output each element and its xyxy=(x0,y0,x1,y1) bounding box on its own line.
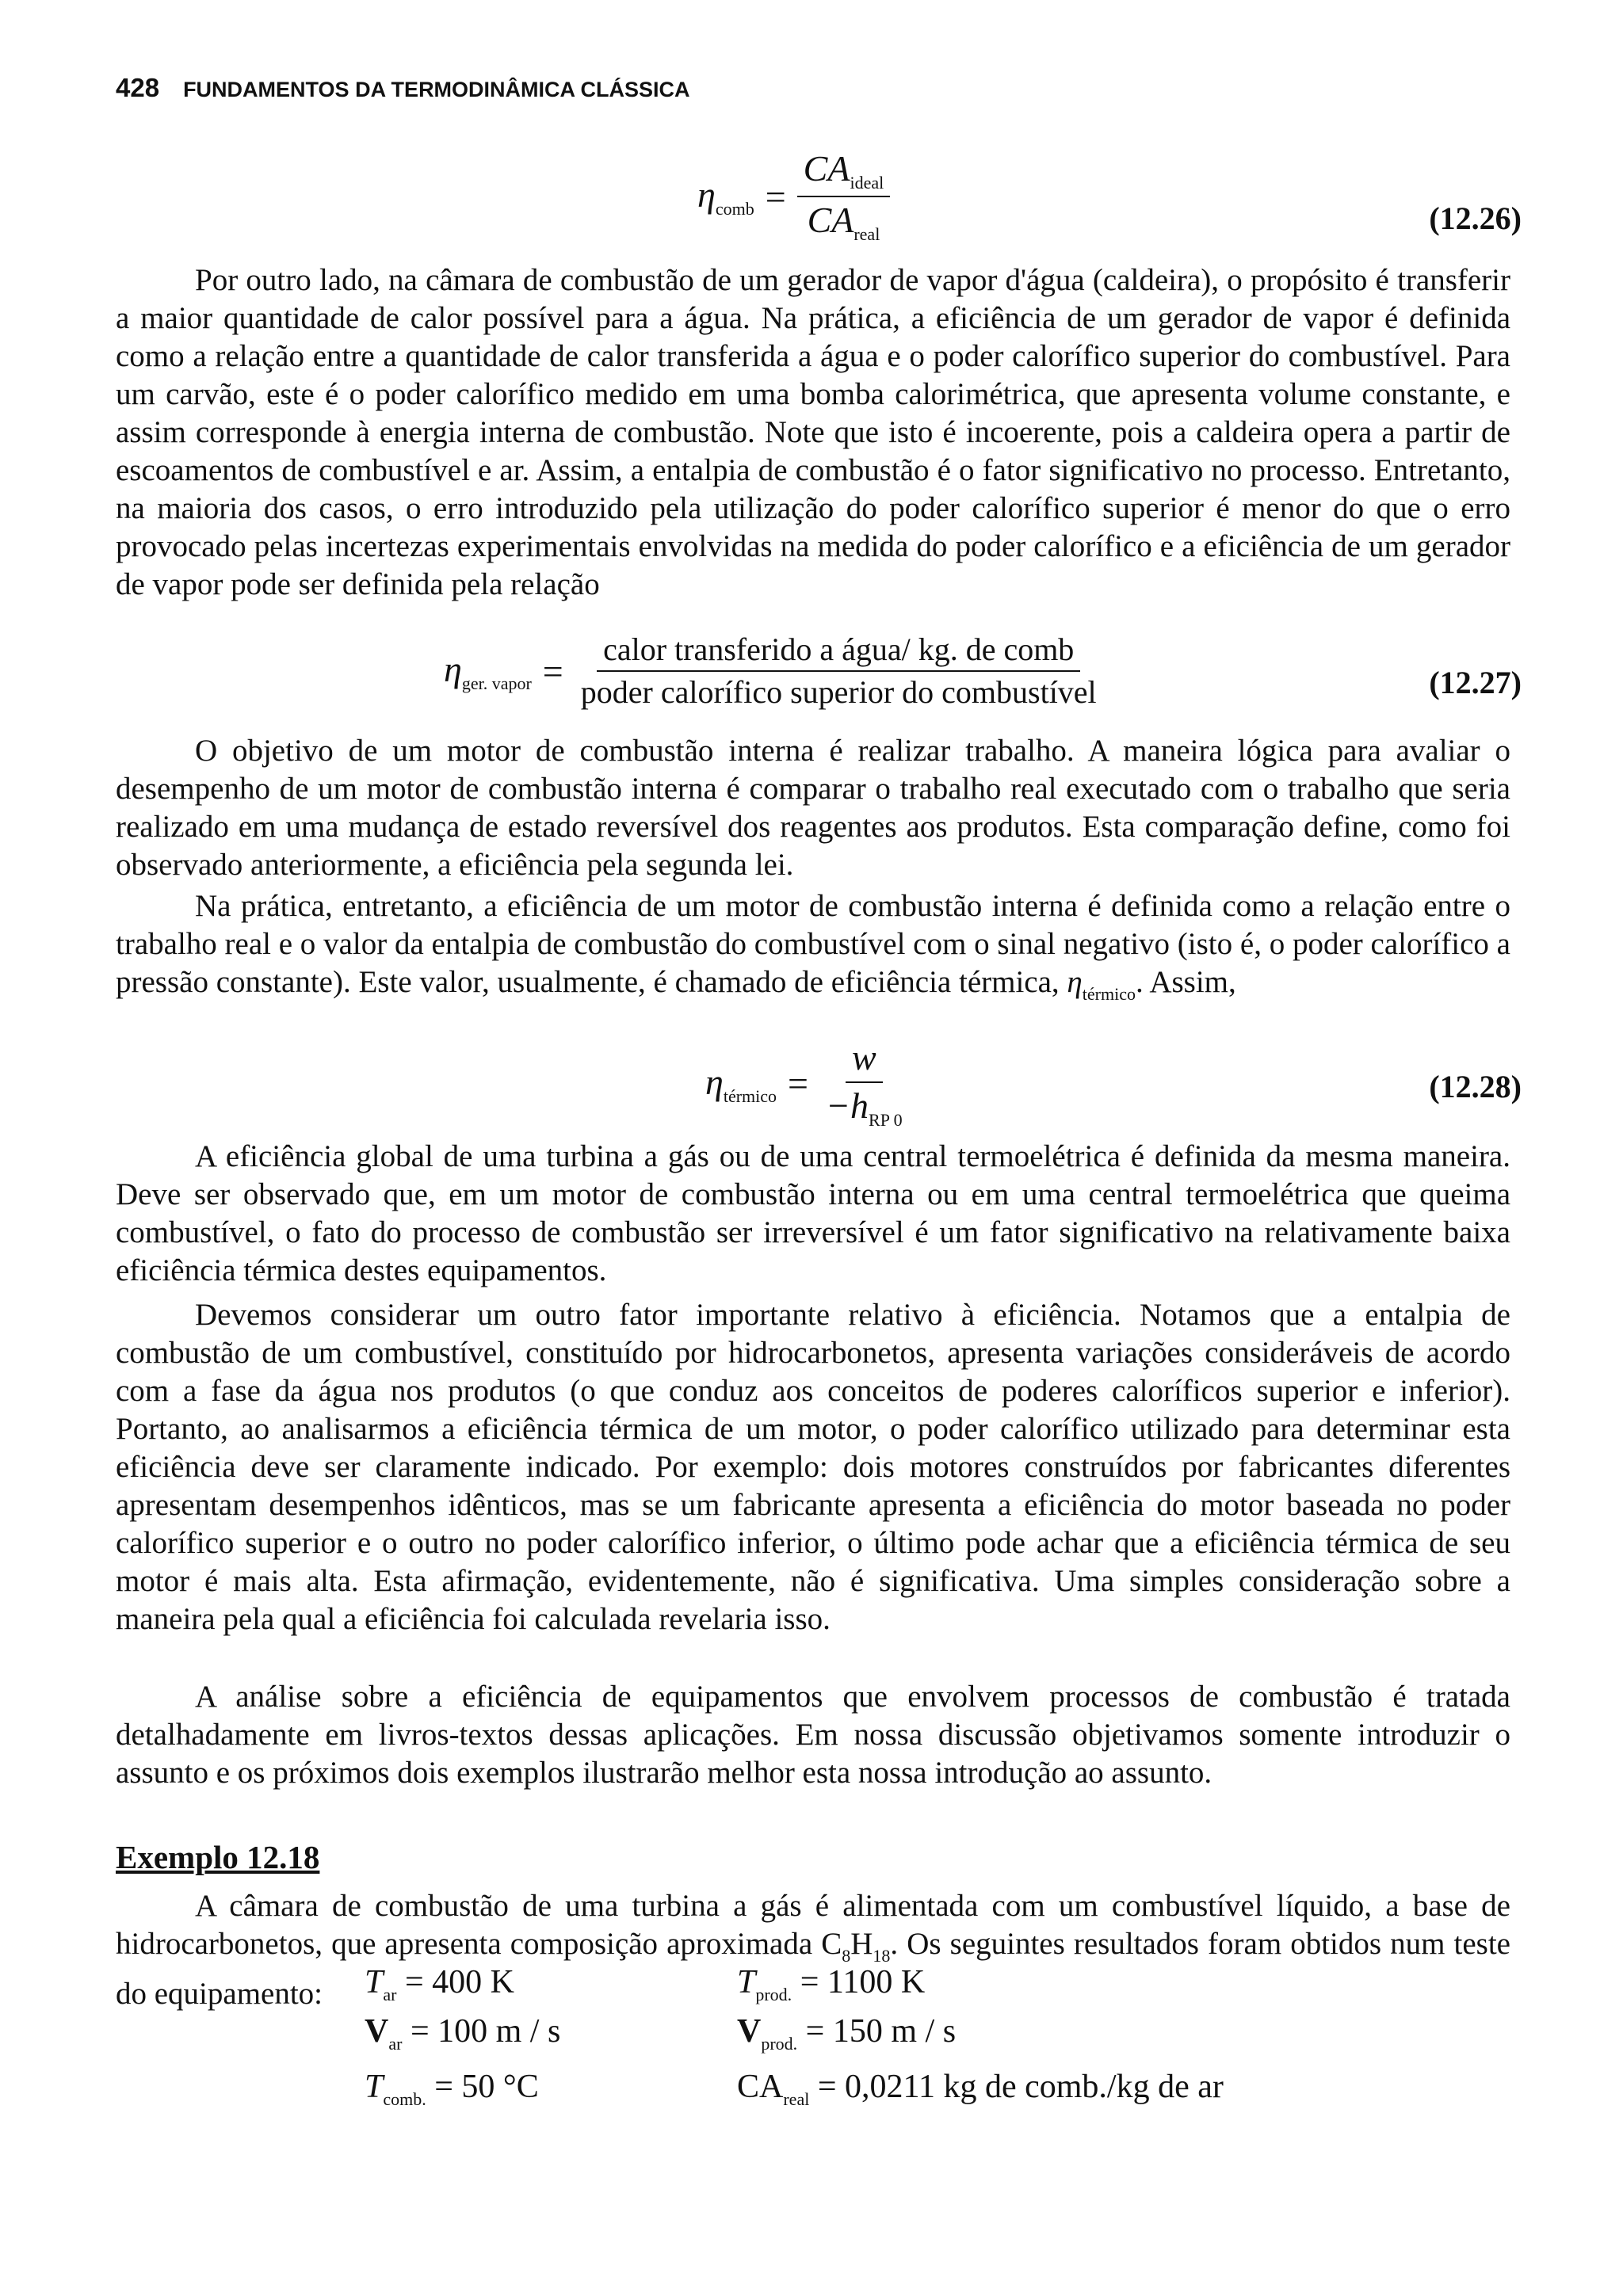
eq-12-26-number: (12.26) xyxy=(1429,200,1522,236)
eq-12-26-lhs: $\eta_{comb}$ xyxy=(697,174,754,219)
eq-12-28-denominator: $-h_{RP 0}$ xyxy=(825,1085,903,1130)
data-t-ar: $T_{ar} = 400$ K xyxy=(365,1964,514,2004)
paragraph-6: A análise sobre a eficiência de equipamentos que envolvem processos de combustão é tratada detalhadamente em livros-textos dessas aplicações. Em nossa discussão objetivamos somente introduzir o assunto e os próximos dois exemplos ilustrarão melhor esta nossa introdução ao assunto. xyxy=(116,1680,1510,1790)
eq-12-27-fraction xyxy=(575,632,1103,710)
running-head xyxy=(116,73,690,103)
eq-12-26-numerator: $CA_{ideal}$ xyxy=(797,149,891,197)
equation-12-27 xyxy=(444,632,1103,710)
equals-sign: = xyxy=(788,1063,808,1104)
eq-12-28-number: (12.28) xyxy=(1429,1069,1522,1104)
eq-12-28-fraction xyxy=(819,1038,909,1130)
eq-12-26-denominator: $CA_{real}$ xyxy=(807,200,880,245)
running-title: FUNDAMENTOS DA TERMODINÂMICA CLÁSSICA xyxy=(183,78,690,101)
data-ca-real: $CA_{real} = 0,0211$ kg de comb./kg de ar xyxy=(737,2069,1224,2109)
paragraph-5: Devemos considerar um outro fator importante relativo à eficiência. Notamos que a entalpia de combustão de um combustível, constituído por hidrocarbonetos, apresenta variações consideráveis de acordo com a fase da água nos produtos (o que conduz aos conceitos de poderes caloríficos superior e inferior). Portanto, ao analisarmos a eficiência térmica de um motor, o poder calorífico utilizado para determinar esta eficiência deve ser claramente indicado. Por exemplo: dois motores construídos por fabricantes diferentes apresentam desempenhos idênticos, mas se um fabricante apresenta a eficiência do motor baseada no poder calorífico superior e o outro no poder calorífico inferior, o último pode achar que a eficiência térmica de seu motor é mais alta. Esta afirmação, evidentemente, não é significativa. Uma simples consideração sobre a maneira pela qual a eficiência foi calculada revelaria isso. xyxy=(116,1298,1510,1636)
paragraph-3: Na prática, entretanto, a eficiência de um motor de combustão interna é definida como a relação entre o trabalho real e o valor da entalpia de combustão do combustível com o sinal negativo (isto é, o poder calorífico a pressão constante). Este valor, usualmente, é chamado de eficiência térmica, $\eta_{térmico}$. Assim, xyxy=(116,889,1510,1004)
paragraph-4: A eficiência global de uma turbina a gás ou de uma central termoelétrica é definida da mesma maneira. Deve ser observado que, em um motor de combustão interna ou em uma central termoelétrica que queima combustível, o fato do processo de combustão ser irreversível é um fator significativo na relativamente baixa eficiência térmica destes equipamentos. xyxy=(116,1139,1510,1287)
eq-12-27-number: (12.27) xyxy=(1429,665,1522,700)
example-intro: A câmara de combustão de uma turbina a gás é alimentada com um combustível líquido, a base de hidrocarbonetos, que apresenta composição aproximada $C_8H_{18}$. Os seguintes resultados foram obtidos num teste do equipamento: xyxy=(116,1889,1510,2011)
equals-sign: = xyxy=(542,650,563,692)
equals-sign: = xyxy=(765,176,786,217)
data-t-prod: $T_{prod.} = 1100$ K xyxy=(737,1964,926,2004)
eq-12-28-numerator: w xyxy=(846,1038,883,1083)
eq-12-26-fraction xyxy=(797,149,891,244)
equation-12-28 xyxy=(705,1038,909,1130)
paragraph-2: O objetivo de um motor de combustão interna é realizar trabalho. A maneira lógica para avaliar o desempenho de um motor de combustão interna é comparar o trabalho real executado com o trabalho que seria realizado em uma mudança de estado reversível dos reagentes aos produtos. Esta comparação define, como foi observado anteriormente, a eficiência pela segunda lei. xyxy=(116,734,1510,882)
eta-thermal-symbol: $\eta_{térmico}$ xyxy=(1067,965,1136,1004)
eq-12-27-denominator: poder calorífico superior do combustível xyxy=(580,674,1097,710)
data-v-prod: $V_{prod.} = 150$ m / s xyxy=(737,2013,957,2054)
paragraph-1: Por outro lado, na câmara de combustão de um gerador de vapor d'água (caldeira), o propósito é transferir a maior quantidade de calor possível para a água. Na prática, a eficiência de um gerador de vapor é definida como a relação entre a quantidade de calor transferida a água e o poder calorífico superior do combustível. Para um carvão, este é o poder calorífico medido em uma bomba calorimétrica, que apresenta volume constante, e assim corresponde à energia interna de combustão. Note que isto é incoerente, pois a caldeira opera a partir de escoamentos de combustível e ar. Assim, a entalpia de combustão é o fator significativo no processo. Entretanto, na maioria dos casos, o erro introduzido pela utilização do poder calorífico superior é menor do que o erro provocado pelas incertezas experimentais envolvidas na medida do poder calorífico e a eficiência de um gerador de vapor pode ser definida pela relação xyxy=(116,263,1510,601)
eq-12-27-numerator: calor transferido a água/ kg. de comb xyxy=(597,632,1080,672)
equation-12-26 xyxy=(697,149,890,244)
example-title: Exemplo 12.18 xyxy=(116,1839,320,1875)
data-v-ar: $V_{ar} = 100$ m / s xyxy=(365,2013,561,2054)
page-number: 428 xyxy=(116,73,160,102)
eq-12-27-lhs: $\eta_{ger. vapor}$ xyxy=(444,649,532,693)
data-t-comb: $T_{comb.} = 50$ °C xyxy=(365,2069,539,2109)
eq-12-28-lhs: $\eta_{térmico}$ xyxy=(705,1061,777,1106)
